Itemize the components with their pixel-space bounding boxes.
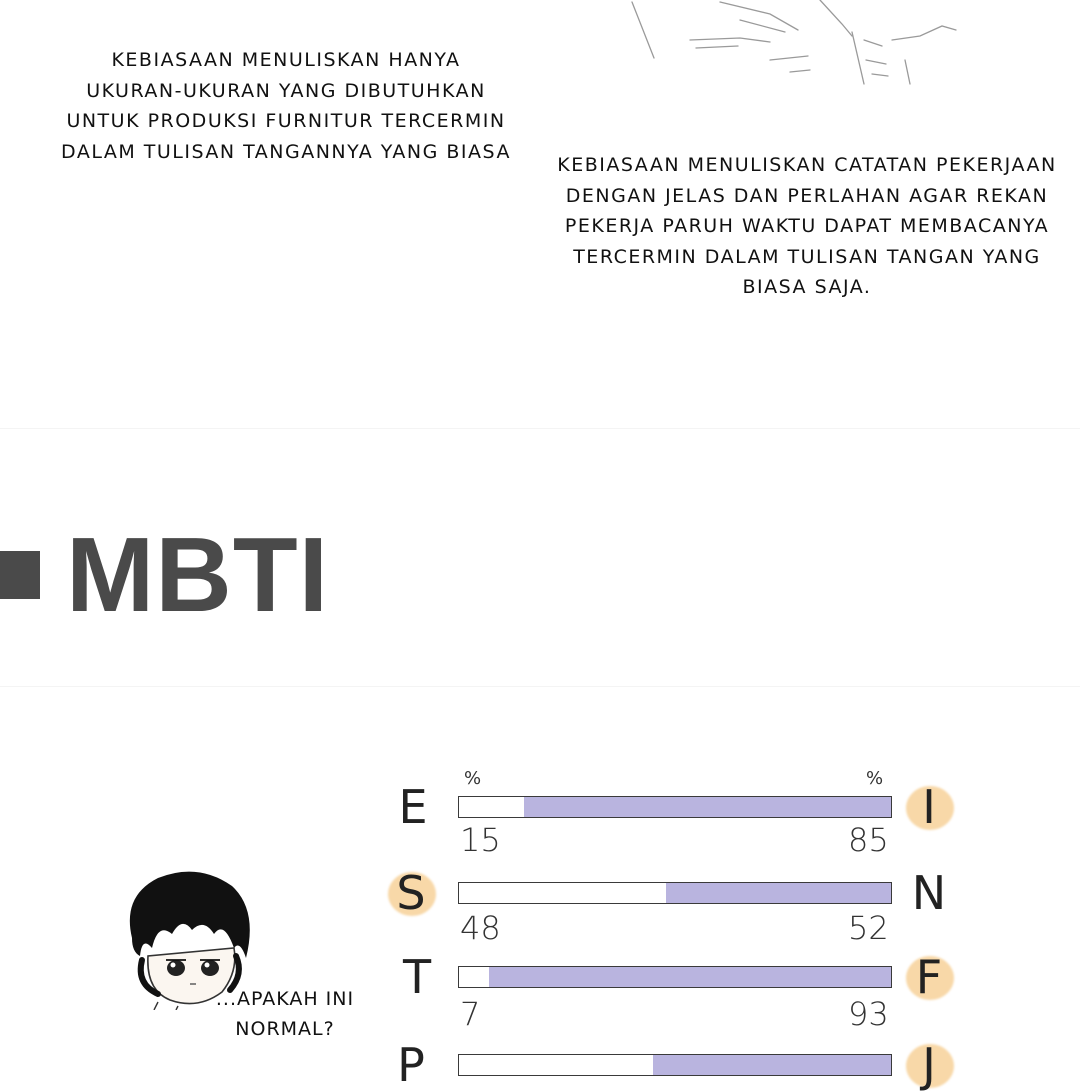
caption-left-line: UKURAN-UKURAN YANG DIBUTUHKAN	[86, 79, 486, 102]
caption-right-line: PEKERJA PARUH WAKTU DAPAT MEMBACANYA	[564, 215, 1050, 237]
caption-left-line: DALAM TULISAN TANGANNYA YANG BIASA	[61, 140, 511, 163]
mbti-letter-left: E	[398, 780, 428, 834]
speech-line: ...APAKAH INI	[215, 988, 355, 1010]
percent-sign-left: %	[464, 768, 482, 789]
mbti-bar	[458, 882, 892, 904]
mbti-letter-left: S	[386, 868, 436, 918]
caption-right-line: DENGAN JELAS DAN PERLAHAN AGAR REKAN	[565, 184, 1049, 207]
caption-left-line: KEBIASAAN MENULISKAN HANYA	[111, 49, 461, 71]
mbti-value-left: 7	[460, 995, 481, 1033]
mbti-bar	[458, 796, 892, 818]
mbti-value-right: 93	[848, 995, 889, 1033]
mbti-letter-right: N	[911, 866, 947, 920]
mbti-value-right: 85	[848, 821, 889, 859]
mbti-bar-fill	[524, 797, 891, 817]
mbti-bar-fill	[666, 883, 891, 903]
mbti-letter-right: J	[904, 1040, 954, 1090]
mbti-letter-right: I	[904, 782, 954, 832]
divider	[0, 686, 1080, 687]
mbti-bar-fill	[653, 1055, 891, 1075]
caption-left-line: UNTUK PRODUKSI FURNITUR TERCERMIN	[66, 110, 506, 132]
caption-right-line: TERCERMIN DALAM TULISAN TANGAN YANG	[573, 245, 1041, 268]
mbti-letter-right: F	[904, 952, 954, 1002]
divider	[0, 428, 1080, 429]
caption-right-line: KEBIASAAN MENULISKAN CATATAN PEKERJAAN	[557, 154, 1057, 176]
section-marker	[0, 551, 40, 599]
speech-line: NORMAL?	[235, 1018, 335, 1040]
percent-sign-right: %	[866, 768, 884, 789]
mbti-letter-left: P	[397, 1038, 425, 1092]
caption-left	[52, 45, 520, 167]
caption-right	[542, 150, 1072, 303]
mbti-bar-fill	[489, 967, 891, 987]
speech-caption	[200, 984, 370, 1044]
mbti-value-right: 52	[848, 909, 889, 947]
mbti-bar	[458, 1054, 892, 1076]
mbti-letter-left: T	[402, 950, 432, 1004]
hand-sketch-drawing	[620, 0, 960, 90]
mbti-value-left: 48	[460, 909, 501, 947]
mbti-bar	[458, 966, 892, 988]
caption-right-line: BIASA SAJA.	[742, 276, 872, 298]
section-title: MBTI	[66, 516, 330, 634]
mbti-value-left: 15	[460, 821, 501, 859]
